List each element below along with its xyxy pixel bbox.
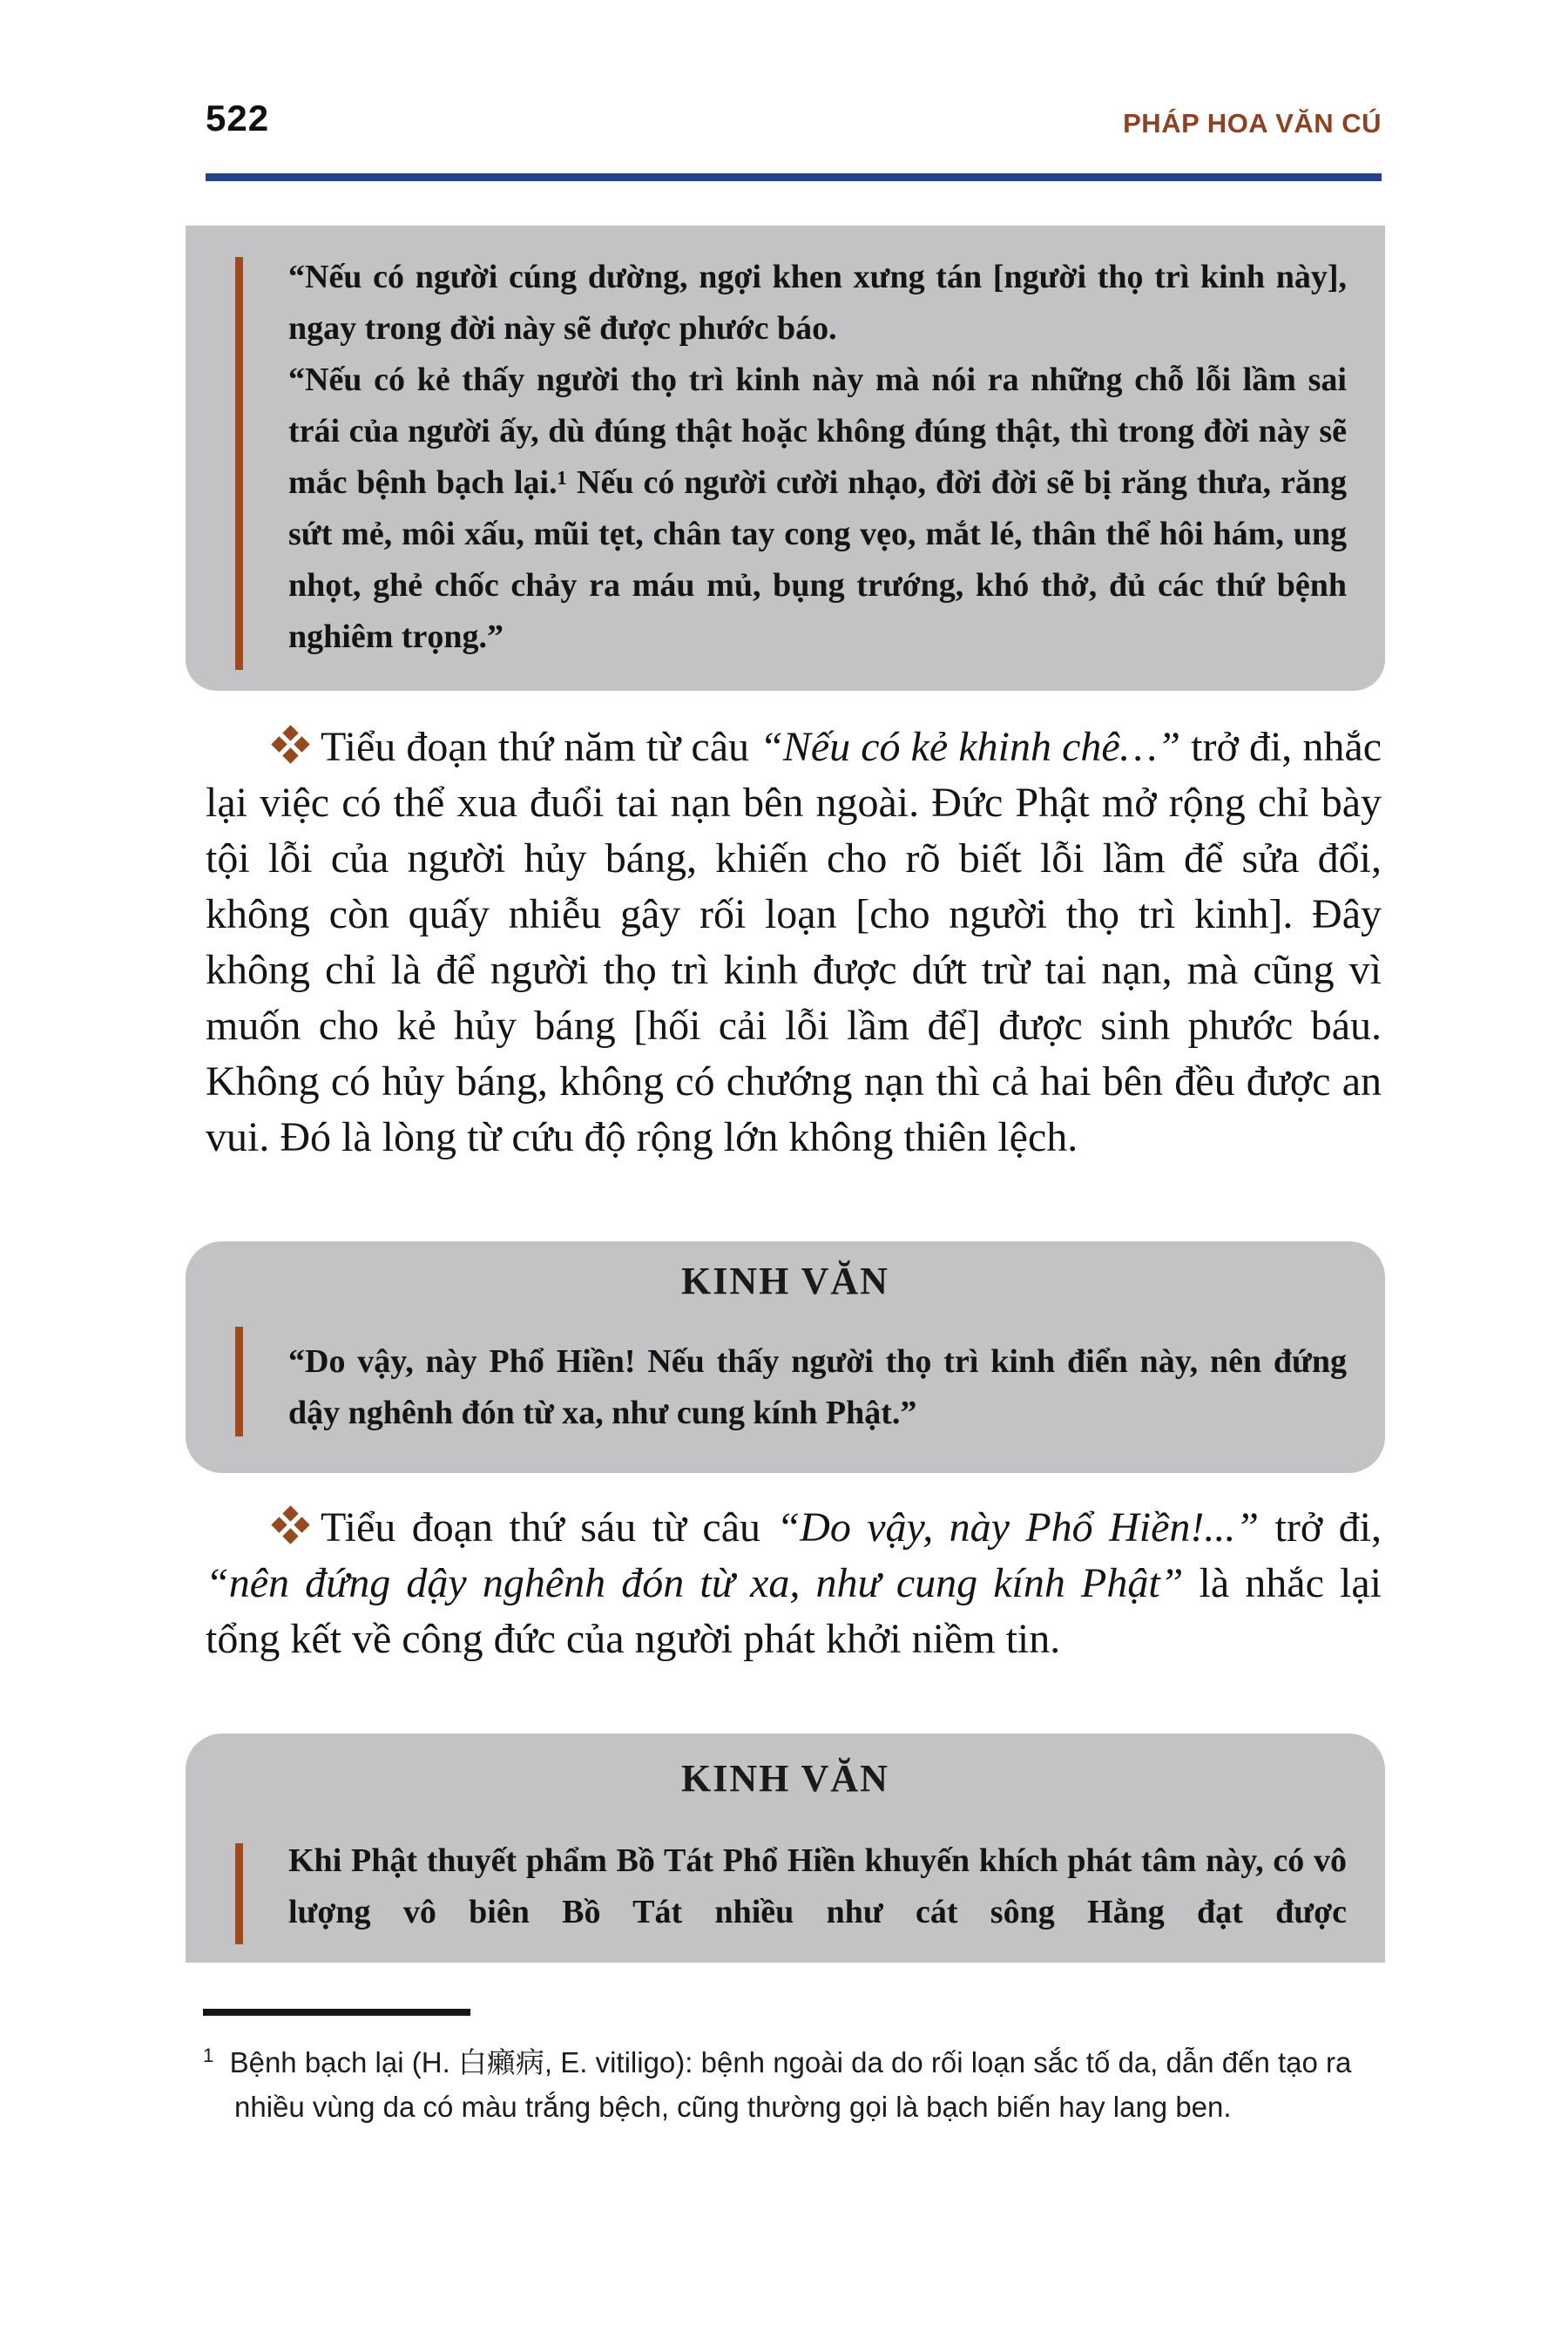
running-title: PHÁP HOA VĂN CÚ [1123, 108, 1382, 139]
quoted-phrase: “nên đứng dậy nghênh đón từ xa, như cung kính Phật” [206, 1560, 1184, 1606]
diamond-dot [282, 725, 298, 740]
quote-accent-bar [235, 257, 243, 670]
footnote-area [203, 2009, 1381, 2129]
diamond-dot [271, 736, 287, 752]
footnote-marker: 1 [203, 2044, 214, 2066]
quoted-phrase: “Nếu có kẻ khinh chê…” [760, 724, 1181, 770]
header-rule [206, 173, 1382, 181]
commentary-paragraph-1 [206, 720, 1382, 1166]
diamond-dot [294, 1517, 309, 1532]
kinh-van-quote-text [288, 1336, 1347, 1439]
sutra-quote-paragraph: “Nếu có kẻ thấy người thọ trì kinh này mà nói ra những chỗ lỗi lầm sai trái của người ấy, dù đúng thật hoặc không đúng thật, thì trong đời này sẽ mắc bệnh bạch lại.¹ Nếu có người cười nhạo, đời đời sẽ bị răng thưa, răng sứt mẻ, môi xấu, mũi tẹt, chân tay cong vẹo, mắt lé, thân thể hôi hám, ung nhọt, ghẻ chốc chảy ra máu mủ, bụng trướng, khó thở, đủ các thứ bệnh nghiêm trọng.” [288, 362, 1347, 655]
quote-accent-bar [235, 1327, 243, 1436]
diamond-bullet-icon [272, 727, 310, 762]
diamond-dot [271, 1517, 287, 1532]
commentary-body: trở đi, [1259, 1504, 1382, 1551]
kinh-van-heading: KINH VĂN [681, 1757, 889, 1800]
footnote-rule [203, 2009, 470, 2016]
sutra-quote-text [288, 252, 1347, 663]
commentary-lead: Tiểu đoạn thứ sáu từ câu [321, 1504, 777, 1551]
sutra-quote-paragraph: Khi Phật thuyết phẩm Bồ Tát Phổ Hiền khuyến khích phát tâm này, có vô lượng vô biên Bồ Tát nhiều như cát sông Hằng đạt được [288, 1842, 1347, 1930]
page-header [206, 98, 1382, 139]
diamond-dot [282, 747, 298, 763]
diamond-dot [294, 736, 309, 752]
page-number: 522 [206, 98, 270, 139]
sutra-quote-paragraph: “Nếu có người cúng dường, ngợi khen xưng tán [người thọ trì kinh này], ngay trong đời này sẽ được phước báo. [288, 259, 1347, 347]
sutra-quote-paragraph: “Do vậy, này Phổ Hiền! Nếu thấy người thọ trì kinh điển này, nên đứng dậy nghênh đón từ xa, như cung kính Phật.” [288, 1343, 1347, 1431]
diamond-dot [282, 1528, 298, 1544]
quoted-phrase: “Do vậy, này Phổ Hiền!...” [776, 1504, 1260, 1551]
commentary-paragraph-2 [206, 1500, 1382, 1667]
diamond-bullet-icon [272, 1508, 310, 1543]
quote-accent-bar [235, 1843, 243, 1944]
footnote-text [203, 2040, 1381, 2129]
sutra-quote-block-1 [186, 226, 1385, 691]
kinh-van-quote-text [288, 1835, 1347, 1938]
kinh-van-block-2 [186, 1734, 1385, 1963]
diamond-dot [282, 1505, 298, 1521]
commentary-body: là nhắc lại tổng kết về công đức của người phát khởi niềm tin. [206, 1560, 1382, 1662]
kinh-van-heading: KINH VĂN [681, 1260, 889, 1302]
footnote-spacer [213, 2046, 229, 2078]
footnote-body: Bệnh bạch lại (H. 白癩病, E. vitiligo): bệnh ngoài da do rối loạn sắc tố da, dẫn đến tạo ra nhiều vùng da có màu trắng bệch, cũng thường gọi là bạch biến hay lang ben. [229, 2046, 1352, 2123]
commentary-body: trở đi, nhắc lại việc có thể xua đuổi tai nạn bên ngoài. Đức Phật mở rộng chỉ bày tội lỗi của người hủy báng, khiến cho rõ biết lỗi lầm để sửa đổi, không còn quấy nhiễu gây rối loạn [cho người thọ trì kinh]. Đây không chỉ là để người thọ trì kinh được dứt trừ tai nạn, mà cũng vì muốn cho kẻ hủy báng [hối cải lỗi lầm để] được sinh phước báu. Không có hủy báng, không có chướng nạn thì cả hai bên đều được an vui. Đó là lòng từ cứu độ rộng lớn không thiên lệch. [206, 724, 1382, 1160]
kinh-van-block-1 [186, 1241, 1385, 1473]
commentary-lead: Tiểu đoạn thứ năm từ câu [321, 724, 760, 770]
